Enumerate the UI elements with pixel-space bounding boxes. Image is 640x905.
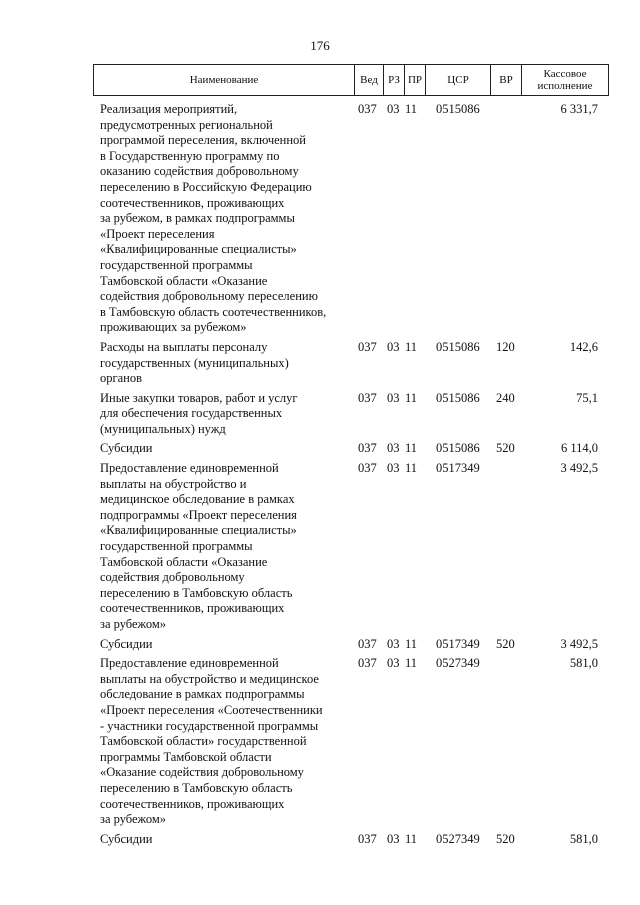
row-ved: 037 (358, 831, 377, 846)
row-rz: 03 (387, 831, 400, 846)
row-sum: 3 492,5 (560, 636, 598, 651)
row-rz: 03 (387, 636, 400, 651)
row-csr: 0515086 (436, 102, 480, 116)
table-row (0, 832, 640, 848)
header-ved: Вед (354, 65, 383, 95)
table-row (0, 637, 640, 653)
row-vr: 520 (496, 636, 515, 651)
row-ved: 037 (358, 636, 377, 651)
table-row (0, 391, 640, 438)
table-row (0, 102, 640, 336)
row-ved: 037 (358, 102, 377, 116)
header-name: Наименование (189, 74, 259, 86)
row-csr: 0517349 (436, 461, 480, 476)
row-name: Расходы на выплаты персоналу государственных (муниципальных) органов (100, 339, 289, 386)
row-csr: 0527349 (436, 656, 480, 671)
row-rz: 03 (387, 441, 400, 456)
row-sum: 75,1 (576, 390, 598, 405)
row-rz: 03 (387, 390, 400, 405)
row-pr: 11 (405, 102, 418, 116)
row-sum: 581,0 (569, 831, 598, 846)
row-name: Предоставление единовременной выплаты на обустройство и медицинское обследование в рамках подпрограммы «Проект переселения «Соотечественники - участники государственной программы Тамбовской области» государственной программы Тамбовской области «Оказание содействия добровольному переселению в Тамбовскую область соотечественников, проживающих за рубежом» (100, 656, 323, 827)
row-rz: 03 (387, 339, 400, 354)
header-pr: ПР (404, 65, 425, 95)
row-sum: 142,6 (569, 339, 598, 354)
table-body (0, 102, 640, 851)
row-pr: 11 (405, 339, 418, 354)
table-row (0, 441, 640, 457)
row-pr: 11 (405, 656, 418, 671)
header-sum: Кассовое исполнение (521, 65, 608, 95)
row-name: Предоставление единовременной выплаты на обустройство и медицинское обследование в рамках подпрограммы «Проект переселения «Квалифицированные специалисты» государственной программы Тамбовской области «Оказание содействия добровольному переселению в Тамбовскую область соотечественников, проживающих за рубежом» (100, 461, 297, 631)
row-pr: 11 (405, 390, 418, 405)
header-rz: РЗ (383, 65, 404, 95)
row-ved: 037 (358, 461, 377, 476)
row-sum: 6 114,0 (560, 441, 598, 456)
row-name: Реализация мероприятий, предусмотренных региональной программой переселения, включенной в Государственную программу по оказанию содействия добровольному переселению в Российскую Федерацию соотечественников, проживающих за рубежом, в рамках подпрограммы «Проект переселения «Квалифицированные специалисты» государственной программы Тамбовской области «Оказание содействия добровольному переселению в Тамбовскую область соотечественников, проживающих за рубежом» (100, 102, 327, 335)
row-csr: 0515086 (436, 339, 480, 354)
row-csr: 0515086 (436, 441, 480, 456)
header-csr: ЦСР (425, 65, 490, 95)
row-vr: 520 (496, 441, 515, 456)
row-rz: 03 (387, 461, 400, 476)
row-ved: 037 (358, 656, 377, 671)
header-vr: ВР (490, 65, 521, 95)
row-ved: 037 (358, 339, 377, 354)
table-header (93, 64, 609, 96)
row-csr: 0515086 (436, 390, 480, 405)
row-ved: 037 (358, 390, 377, 405)
row-sum: 3 492,5 (560, 461, 598, 476)
row-name: Субсидии (100, 831, 153, 846)
row-ved: 037 (358, 441, 377, 456)
row-pr: 11 (405, 831, 418, 846)
row-rz: 03 (387, 656, 400, 671)
row-sum: 6 331,7 (560, 102, 598, 116)
row-vr: 520 (496, 831, 515, 846)
row-pr: 11 (405, 441, 418, 456)
row-vr: 120 (496, 339, 515, 354)
row-name: Субсидии (100, 441, 153, 456)
row-csr: 0517349 (436, 636, 480, 651)
row-rz: 03 (387, 102, 400, 116)
row-name: Субсидии (100, 636, 153, 651)
row-pr: 11 (405, 636, 418, 651)
row-sum: 581,0 (569, 656, 598, 671)
table-row (0, 656, 640, 828)
row-name: Иные закупки товаров, работ и услуг для обеспечения государственных (муниципальных) нужд (100, 390, 298, 436)
table-row (0, 340, 640, 387)
row-csr: 0527349 (436, 831, 480, 846)
table-row (0, 461, 640, 633)
row-pr: 11 (405, 461, 418, 476)
row-vr: 240 (496, 390, 515, 405)
page-number: 176 (310, 38, 330, 53)
